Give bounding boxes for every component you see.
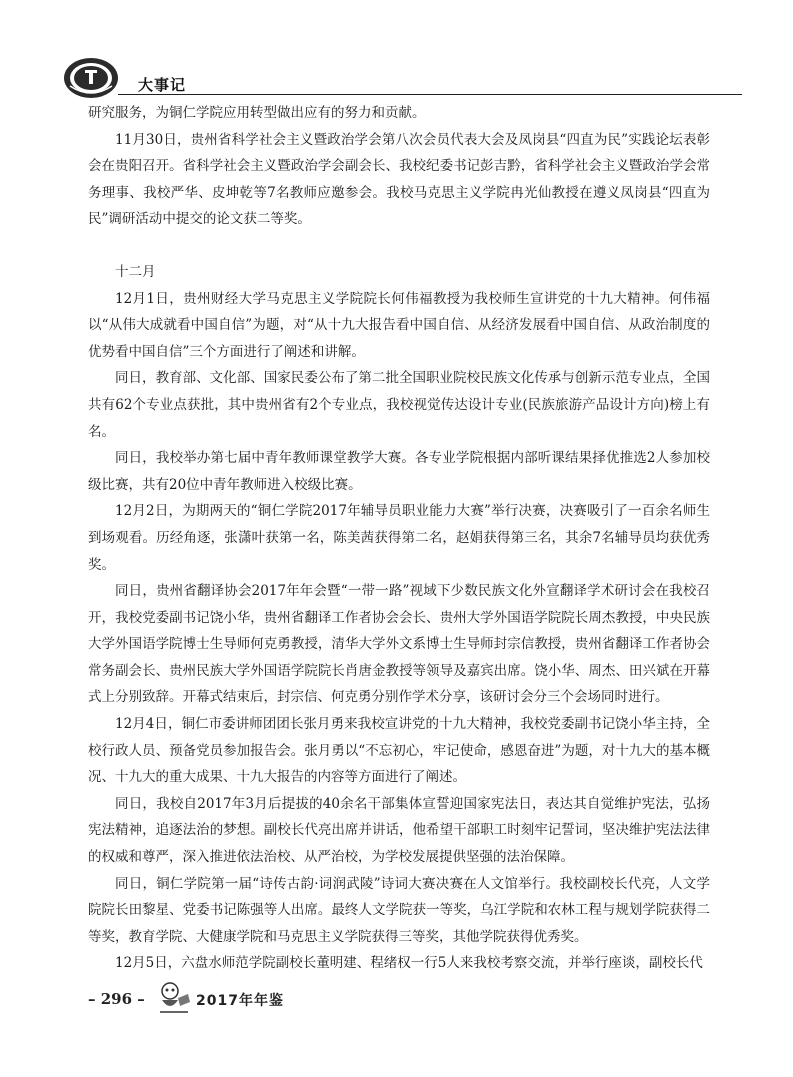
page-header bbox=[62, 52, 742, 104]
paragraph: 11月30日，贵州省科学社会主义暨政治学会第八次会员代表大会及凤岗县“四直为民”实践论坛表彰会在贵阳召开。省科学社会主义暨政治学会副会长、我校纪委书记彭吉黔，省科学社会主义暨政治学会常务理事、我校严华、皮坤乾等7名教师应邀参会。我校马克思主义学院冉光仙教授在遵义凤岗县“四直为民”调研活动中提交的论文获二等奖。 bbox=[88, 131, 710, 228]
page-content bbox=[88, 100, 710, 977]
paragraph: 同日，铜仁学院第一届“诗传古韵·词润武陵”诗词大赛决赛在人文馆举行。我校副校长代亮，人文学院院长田黎星、党委书记陈强等人出席。最终人文学院获一等奖，乌江学院和农林工程与规划学院获得二等奖，教育学院、大健康学院和马克思主义学院获得三等奖，其他学院获得优秀奖。 bbox=[88, 875, 710, 945]
section-title: 大事记 bbox=[138, 76, 187, 94]
spacer bbox=[88, 233, 710, 259]
yearbook-title: 2017年年鉴 bbox=[196, 993, 284, 1009]
page-footer bbox=[88, 980, 388, 1020]
page-number: – 296 – bbox=[88, 990, 145, 1008]
header-divider bbox=[118, 94, 742, 95]
paragraph: 同日，我校举办第七届中青年教师课堂教学大赛。各专业学院根据内部听课结果择优推选2人参加校级比赛，共有20位中青年教师进入校级比赛。 bbox=[88, 450, 710, 493]
paragraph: 12月2日，为期两天的“铜仁学院2017年辅导员职业能力大赛”举行决赛，决赛吸引了一百余名师生到场观看。历经角逐，张潇叶获第一名，陈美茜获得第二名，赵娟获得第三名，其余7名辅导员均获优秀奖。 bbox=[88, 503, 710, 573]
paragraph: 同日，我校自2017年3月后提拔的40余名干部集体宣誓迎国家宪法日，表达其自觉维护宪法，弘扬宪法精神，追逐法治的梦想。副校长代亮出席并讲话，他希望干部职工时刻牢记誓词，坚决维护宪法法律的权威和尊严，深入推进依法治校、从严治校，为学校发展提供坚强的法治保障。 bbox=[88, 795, 710, 866]
paragraph: 同日，教育部、文化部、国家民委公布了第二批全国职业院校民族文化传承与创新示范专业点，全国共有62个专业点获批，其中贵州省有2个专业点，我校视觉传达设计专业(民族旅游产品设计方向)榜上有名。 bbox=[88, 370, 710, 440]
paragraph: 研究服务，为铜仁学院应用转型做出应有的努力和贡献。 bbox=[88, 105, 426, 121]
mascot-emblem-icon bbox=[156, 980, 194, 1014]
month-heading: 十二月 bbox=[115, 263, 156, 280]
paragraph: 12月5日，六盘水师范学院副校长董明建、程绪权一行5人来我校考察交流，并举行座谈，副校长代 bbox=[115, 955, 703, 972]
university-seal-icon bbox=[62, 56, 120, 100]
paragraph: 同日，贵州省翻译协会2017年年会暨“一带一路”视域下少数民族文化外宣翻译学术研讨会在我校召开，我校党委副书记饶小华，贵州省翻译工作者协会会长、贵州大学外国语学院院长周杰教授，中央民族大学外国语学院博士生导师何克勇教授，清华大学外文系博士生导师封宗信教授，贵州省翻译工作者协会常务副会长、贵州民族大学外国语学院院长肖唐金教授等领导及嘉宾出席。饶小华、周杰、田兴斌在开幕式上分别致辞。开幕式结束后，封宗信、何克勇分别作学术分享，该研讨会分三个会场同时进行。 bbox=[88, 583, 710, 706]
paragraph: 12月1日，贵州财经大学马克思主义学院院长何伟福教授为我校师生宣讲党的十九大精神。何伟福以“从伟大成就看中国自信”为题，对“从十九大报告看中国自信、从经济发展看中国自信、从政治制度的优势看中国自信”三个方面进行了阐述和讲解。 bbox=[88, 290, 710, 360]
paragraph: 12月4日，铜仁市委讲师团团长张月勇来我校宣讲党的十九大精神，我校党委副书记饶小华主持，全校行政人员、预备党员参加报告会。张月勇以“不忘初心，牢记使命，感恩奋进”为题，对十九大的基本概况、十九大的重大成果、十九大报告的内容等方面进行了阐述。 bbox=[88, 716, 710, 786]
